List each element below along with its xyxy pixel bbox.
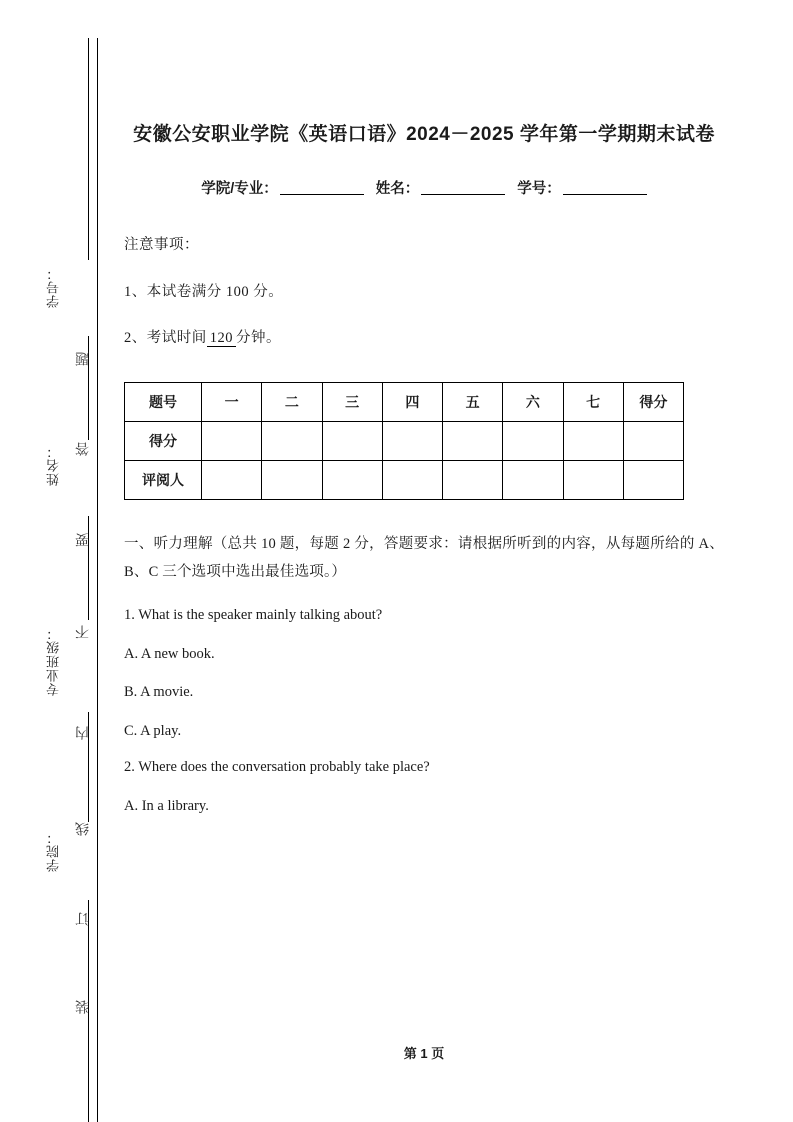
table-row [125, 460, 684, 499]
seal-char-ding: 订 [76, 912, 91, 926]
reviewer-cell[interactable] [202, 460, 262, 499]
seal-rule-segment [88, 516, 89, 620]
seal-char-bu: 不 [76, 625, 91, 639]
score-table-header-6: 六 [503, 382, 563, 421]
seal-char-da: 答 [76, 442, 91, 456]
question-1-option-c[interactable]: C. A play. [124, 722, 182, 739]
question-1-option-a[interactable]: A. A new book. [124, 645, 215, 662]
exam-paper-body [124, 0, 724, 813]
table-row [125, 421, 684, 460]
score-table [124, 382, 684, 500]
name-field [376, 181, 506, 197]
score-table-header-1: 一 [202, 382, 262, 421]
reviewer-cell[interactable] [262, 460, 322, 499]
college-major-field [201, 181, 364, 197]
reviewer-cell[interactable] [563, 460, 623, 499]
score-cell[interactable] [382, 421, 442, 460]
seal-char-ti: 题 [76, 352, 91, 366]
score-cell[interactable] [563, 421, 623, 460]
student-info-line [124, 177, 724, 198]
table-row-header [125, 382, 684, 421]
page-footer: 第 1 页 [403, 1046, 445, 1061]
score-table-header-4: 四 [382, 382, 442, 421]
section-heading-listening: 一、听力理解（总共 10 题，每题 2 分，答题要求：请根据所听到的内容，从每题所给的 A、B、C 三个选项中选出最佳选项。） [124, 535, 724, 581]
notice-item-2 [124, 331, 724, 346]
student-id-blank[interactable] [563, 194, 647, 195]
score-cell[interactable] [443, 421, 503, 460]
reviewer-cell[interactable] [443, 460, 503, 499]
name-blank[interactable] [421, 194, 505, 195]
score-table-header-8: 得分 [623, 382, 683, 421]
score-table-header-0: 题号 [125, 382, 202, 421]
seal-label-class: 专业班级： [46, 626, 61, 696]
reviewer-cell[interactable] [322, 460, 382, 499]
seal-char-yao: 要 [76, 533, 91, 547]
question-stem-2: 2. Where does the conversation probably take place? [124, 759, 430, 776]
exam-duration-value: 120 [207, 330, 236, 347]
score-table-header-3: 三 [322, 382, 382, 421]
seal-rule-segment [88, 38, 89, 260]
name-label: 姓名： [375, 181, 420, 198]
page-title: 安徽公安职业学院《英语口语》2024－2025 学年第一学期期末试卷 [133, 124, 715, 145]
reviewer-cell[interactable] [382, 460, 442, 499]
score-row-label-score: 得分 [125, 421, 202, 460]
score-cell[interactable] [202, 421, 262, 460]
score-cell[interactable] [262, 421, 322, 460]
question-2-option-a[interactable]: A. In a library. [124, 797, 209, 814]
seal-char-zhuang: 装 [76, 1000, 91, 1014]
sealing-margin [0, 0, 110, 1122]
score-cell[interactable] [503, 421, 563, 460]
notice-item-2-pre: 2、考试时间 [124, 330, 207, 347]
seal-rule-outer [97, 38, 98, 1122]
score-table-header-2: 二 [262, 382, 322, 421]
seal-label-college: 学院： [46, 830, 61, 872]
score-cell[interactable] [623, 421, 683, 460]
college-major-label: 学院/专业： [201, 181, 278, 198]
seal-label-name: 姓名： [46, 444, 61, 486]
seal-char-xian: 线 [76, 822, 91, 836]
score-row-label-reviewer: 评阅人 [125, 460, 202, 499]
reviewer-cell[interactable] [623, 460, 683, 499]
notice-item-1: 1、本试卷满分 100 分。 [124, 283, 284, 300]
score-table-header-5: 五 [443, 382, 503, 421]
score-table-header-7: 七 [563, 382, 623, 421]
reviewer-cell[interactable] [503, 460, 563, 499]
college-major-blank[interactable] [280, 194, 364, 195]
question-stem-1: 1. What is the speaker mainly talking about? [124, 607, 383, 624]
notice-heading: 注意事项： [124, 237, 199, 254]
seal-char-nei: 内 [76, 726, 91, 740]
question-1-option-b[interactable]: B. A movie. [124, 684, 194, 701]
student-id-field [517, 181, 647, 197]
notice-item-2-post: 分钟。 [236, 330, 281, 347]
seal-label-student-id: 学号： [46, 266, 61, 308]
score-cell[interactable] [322, 421, 382, 460]
student-id-label: 学号： [517, 181, 561, 198]
